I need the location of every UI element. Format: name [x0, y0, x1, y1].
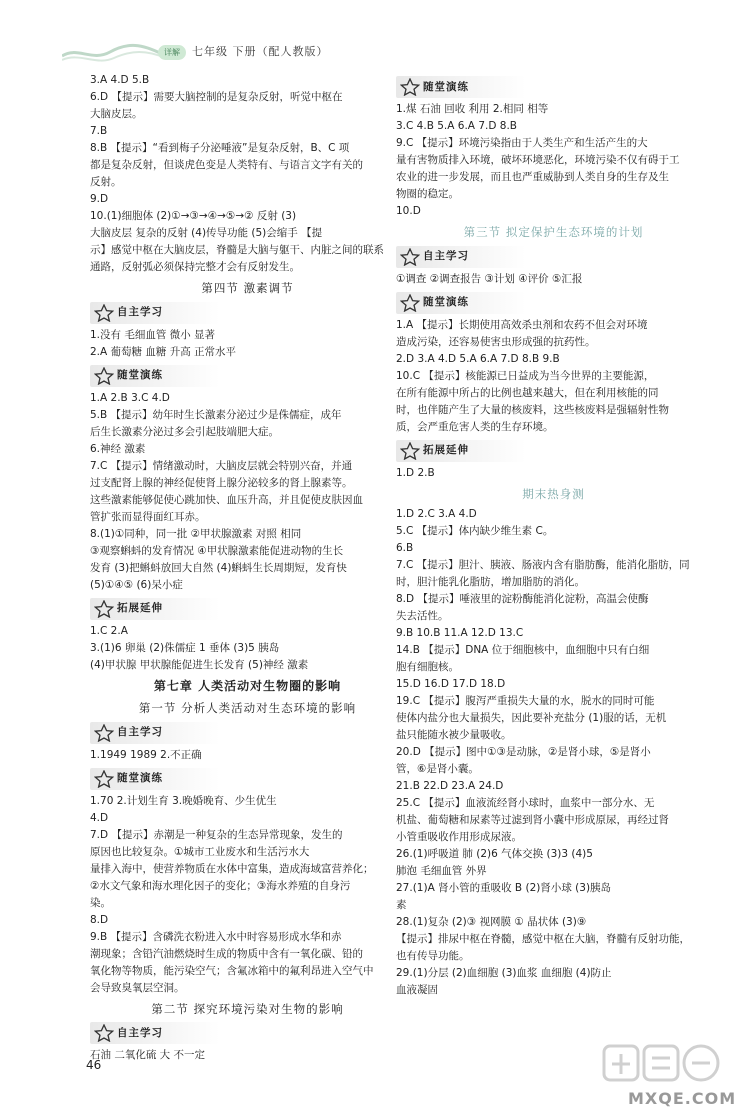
answer-line: 小管重吸收作用形成尿液。: [396, 831, 522, 844]
answer-line: 物圈的稳定。: [396, 188, 459, 200]
star-icon: [400, 442, 420, 460]
star-icon: [94, 600, 114, 618]
answer-line: 潮现象；含铅汽油燃烧时生成的物质中含有一氧化碳、铅的: [90, 947, 363, 960]
answer-line: 染。: [90, 896, 111, 909]
answer-line: ①调查 ②调查报告 ③计划 ④评价 ⑤汇报: [396, 272, 583, 285]
answer-line: 会导致臭氧层空洞。: [90, 981, 185, 994]
answer-line: 8.D 【提示】唾液里的淀粉酶能消化淀粉，高温会使酶: [396, 593, 649, 606]
answer-line: 1.70 2.计划生育 3.晚婚晚育、少生优生: [90, 794, 277, 807]
answer-line: 管扩张而显得面红耳赤。: [90, 510, 206, 523]
section-label: [396, 76, 526, 98]
answer-line: 6.神经 激素: [90, 442, 146, 455]
answer-line: (5)①④⑤ (6)呆小症: [90, 578, 183, 591]
answer-line: 过支配肾上腺的神经促使肾上腺分泌较多的肾上腺素等。: [90, 476, 353, 489]
answer-line: 3.A 4.D 5.B: [90, 74, 150, 86]
section-heading: 第四节 激素调节: [201, 281, 294, 295]
answer-line: 肺泡 毛细血管 外界: [396, 865, 487, 878]
answer-item: [90, 441, 405, 458]
section-label: [90, 1022, 220, 1044]
answer-item: [396, 368, 711, 436]
answer-line: 5.B 【提示】幼年时生长激素分泌过少是侏儒症，成年: [90, 408, 342, 421]
answer-line: 2.A 葡萄糖 血糖 升高 正常水平: [90, 345, 237, 358]
section-label: [90, 365, 220, 387]
section-heading: 第一节 分析人类活动对生态环境的影响: [138, 701, 357, 716]
section-label: [396, 292, 526, 314]
answer-line: 27.(1)A 肾小管的重吸收 B (2)肾小球 (3)胰岛: [396, 882, 612, 895]
section-label-text: 拓展延伸: [423, 444, 469, 457]
answer-line: 2.D 3.A 4.D 5.A 6.A 7.D 8.B 9.B: [396, 352, 560, 365]
answer-item: [90, 390, 405, 407]
answer-item: [396, 744, 711, 778]
answer-item: [90, 327, 405, 344]
answer-line: 3.C 4.B 5.A 6.A 7.D 8.B: [396, 120, 517, 132]
answer-item: [90, 623, 405, 640]
star-icon: [94, 724, 114, 742]
answer-line: 时，也伴随产生了大量的核废料，这些核废料是强辐射性物: [396, 403, 669, 416]
answer-line: 19.C 【提示】腹泻严重损失大量的水，脱水的同时可能: [396, 695, 655, 708]
answer-line: 使体内盐分也大量损失，因此要补充盐分 (1)服的话，无机: [396, 712, 667, 725]
answer-line: 4.D: [90, 811, 109, 824]
answer-line: 9.B 10.B 11.A 12.D 13.C: [396, 627, 524, 640]
answer-line: 1.A 【提示】长期使用高效杀虫剂和农药不但会对环境: [396, 318, 648, 331]
answer-line: 1.C 2.A: [90, 624, 128, 637]
answer-line: 时，胆汁能乳化脂肪，增加脂肪的消化。: [396, 576, 585, 589]
answer-line: 1.煤 石油 回收 利用 2.相同 相等: [396, 103, 549, 115]
left-column: [90, 72, 405, 1064]
answer-item: [396, 795, 711, 846]
star-icon: [94, 770, 114, 788]
section-label: [90, 598, 220, 620]
answer-item: [396, 506, 711, 523]
answer-line: 量排入海中，使营养物质在水体中富集，造成海域富营养化；: [90, 862, 374, 875]
answer-line: 胞有细胞核。: [396, 661, 459, 674]
answer-item: [396, 693, 711, 744]
answer-item: [396, 965, 711, 999]
answer-line: 1.A 2.B 3.C 4.D: [90, 391, 170, 404]
answer-line: 1.D 2.C 3.A 4.D: [396, 508, 477, 521]
answer-line: 大脑皮层。: [90, 108, 143, 120]
header-wave-decoration: [62, 40, 172, 66]
answer-item: [396, 271, 711, 288]
answer-item: [396, 642, 711, 676]
answer-line: 大脑皮层 复杂的反射 (4)传导功能 (5)会缩手 【提: [90, 227, 323, 239]
answer-line: 石油 二氧化硫 大 不一定: [90, 1049, 206, 1062]
answer-item: [90, 344, 405, 361]
answer-line: 15.D 16.D 17.D 18.D: [396, 678, 506, 691]
running-header: [62, 40, 702, 66]
answer-item: [396, 625, 711, 642]
section-heading: 第二节 探究环境污染对生物的影响: [151, 1001, 344, 1016]
answer-line: 9.D: [90, 193, 109, 205]
answer-line: ③观察蝌蚪的发育情况 ④甲状腺激素能促进动物的生长: [90, 544, 344, 557]
star-icon: [94, 1024, 114, 1042]
answer-line: 1.没有 毛细血管 微小 显著: [90, 328, 216, 341]
section-label: [90, 722, 220, 744]
answer-line: 9.C 【提示】环境污染指由于人类生产和生活产生的大: [396, 137, 648, 149]
star-icon: [94, 367, 114, 385]
answer-item: [90, 191, 405, 208]
answer-item: [396, 203, 711, 220]
answer-line: 14.B 【提示】DNA 位于细胞核中，血细胞中只有白细: [396, 644, 650, 657]
answer-item: [90, 140, 405, 191]
answer-line: 质，会严重危害人类的生存环境。: [396, 420, 554, 433]
section-heading: 期末热身测: [522, 486, 585, 501]
answer-line: 5.C 【提示】体内缺少维生素 C。: [396, 525, 554, 538]
answer-item: [90, 912, 405, 929]
answer-line: 农业的进一步发展，而且也严重威胁到人类自身的生存及生: [396, 171, 669, 183]
header-badge: 详解: [158, 45, 186, 60]
answer-line: 氧化物等物质，能污染空气；含氟冰箱中的氟利昂进入空气中: [90, 964, 374, 977]
section-heading: 第三节 拟定保护生态环境的计划: [463, 225, 644, 239]
section-label-text: 随堂演练: [117, 772, 163, 785]
answer-item: [90, 526, 405, 594]
answer-line: 素: [396, 899, 407, 912]
answer-line: 1.D 2.B: [396, 466, 435, 479]
answer-line: 通路，反射弧必须保持完整才会有反射发生。: [90, 261, 300, 273]
answer-item: [396, 846, 711, 880]
section-label: [396, 246, 526, 268]
answer-item: [396, 135, 711, 203]
section-label-text: 自主学习: [117, 726, 163, 739]
answer-line: 10.C 【提示】核能源已日益成为当今世界的主要能源，: [396, 369, 655, 382]
answer-item: [90, 407, 405, 441]
answer-line: 都是复杂反射，但谈虎色变是人类特有、与语言文字有关的: [90, 159, 363, 171]
answer-line: 1.1949 1989 2.不正确: [90, 748, 202, 761]
section-label-text: 随堂演练: [117, 369, 163, 382]
star-icon: [400, 78, 420, 96]
section-label: [396, 440, 526, 462]
star-icon: [400, 248, 420, 266]
answer-line: 21.B 22.D 23.A 24.D: [396, 780, 504, 793]
answer-line: 血液凝固: [396, 984, 438, 997]
answer-line: 20.D 【提示】图中①③是动脉，②是肾小球，⑤是肾小: [396, 746, 651, 759]
answer-line: 8.B 【提示】“看到梅子分泌唾液”是复杂反射，B、C 项: [90, 142, 350, 154]
answer-item: [90, 827, 405, 912]
section-label-text: 随堂演练: [423, 80, 469, 93]
answer-line: 【提示】排尿中枢在脊髓，感觉中枢在大脑，脊髓有反射功能，: [396, 933, 690, 946]
answer-item: [90, 793, 405, 810]
section-label-text: 自主学习: [117, 306, 163, 319]
answer-item: [90, 458, 405, 526]
watermark-text: MXQE.COM: [628, 1089, 737, 1108]
answer-item: [90, 1047, 405, 1064]
answer-line: 25.C 【提示】血液流经肾小球时，血浆中一部分水、无: [396, 797, 655, 810]
answer-item: [396, 540, 711, 557]
right-column: [396, 72, 711, 999]
answer-line: 6.D 【提示】需要大脑控制的是复杂反射，听觉中枢在: [90, 91, 343, 103]
section-label-text: 拓展延伸: [117, 602, 163, 615]
answer-line: 6.B: [396, 542, 414, 555]
answer-item: [90, 747, 405, 764]
answer-line: ②水文气象和海水理化因子的变化；③海水养殖的自身污: [90, 879, 351, 892]
answer-line: 反射。: [90, 176, 122, 188]
answer-item: [396, 676, 711, 693]
answer-item: [396, 880, 711, 914]
header-title: 七年级 下册（配人教版）: [192, 45, 329, 58]
answer-item: [90, 929, 405, 997]
answer-line: 量有害物质排入环境，破坏环境恶化，环境污染不仅有碍于工: [396, 154, 680, 166]
answer-line: 7.D 【提示】赤潮是一种复杂的生态异常现象，发生的: [90, 828, 343, 841]
answer-line: 盐只能随水被少量吸收。: [396, 729, 512, 742]
answer-line: 26.(1)呼吸道 肺 (2)6 气体交换 (3)3 (4)5: [396, 848, 593, 861]
answer-item: [396, 591, 711, 625]
answer-line: 这些激素能够促使心跳加快、血压升高，并且促使皮肤因血: [90, 493, 363, 506]
section-label-text: 自主学习: [117, 1026, 163, 1039]
answer-line: 也有传导功能。: [396, 950, 470, 963]
answer-line: 8.D: [90, 913, 109, 926]
section-label-text: 随堂演练: [423, 296, 469, 309]
answer-item: [396, 914, 711, 965]
answer-line: (4)甲状腺 甲状腺能促进生长发育 (5)神经 激素: [90, 658, 309, 671]
answer-line: 9.B 【提示】含磷洗衣粉进入水中时容易形成水华和赤: [90, 930, 342, 943]
answer-item: [90, 208, 405, 276]
star-icon: [94, 304, 114, 322]
answer-line: 7.B: [90, 125, 108, 137]
answer-item: [396, 118, 711, 135]
answer-line: 管，⑥是肾小囊。: [396, 763, 479, 776]
answer-line: 8.(1)①同种，同一批 ②甲状腺激素 对照 相同: [90, 527, 302, 540]
answer-item: [396, 101, 711, 118]
section-label-text: 自主学习: [423, 250, 469, 263]
chapter-heading: 第七章 人类活动对生物圈的影响: [153, 678, 342, 693]
answer-line: 28.(1)复杂 (2)③ 视网膜 ① 晶状体 (3)⑨: [396, 916, 587, 929]
section-label: [90, 302, 220, 324]
answer-line: 10.(1)细胞体 (2)①→③→④→⑤→② 反射 (3): [90, 210, 297, 222]
answer-item: [90, 640, 405, 674]
answer-item: [90, 810, 405, 827]
answer-item: [396, 557, 711, 591]
answer-line: 7.C 【提示】情绪激动时，大脑皮层就会特别兴奋，并通: [90, 459, 353, 472]
answer-line: 示】感觉中枢在大脑皮层，脊髓是大脑与躯干、内脏之间的联系: [90, 244, 384, 256]
answer-line: 10.D: [396, 205, 421, 217]
answer-line: 29.(1)分层 (2)血细胞 (3)血浆 血细胞 (4)防止: [396, 967, 612, 980]
answer-line: 失去活性。: [396, 610, 449, 623]
answer-item: [90, 89, 405, 123]
section-label: [90, 768, 220, 790]
answer-item: [90, 72, 405, 89]
answer-line: 造成污染，还容易使害虫形成强的抗药性。: [396, 335, 596, 348]
answer-item: [396, 465, 711, 482]
page-number: 46: [86, 1058, 102, 1072]
answer-item: [396, 523, 711, 540]
answer-line: 原因也比较复杂。①城市工业废水和生活污水大: [90, 845, 310, 858]
answer-line: 3.(1)6 卵巢 (2)侏儒症 1 垂体 (3)5 胰岛: [90, 641, 280, 654]
answer-line: 在所有能源中所占的比例也越来越大，但在利用核能的同: [396, 386, 659, 399]
answer-line: 发育 (3)把蝌蚪放回大自然 (4)蝌蚪生长周期短，发育快: [90, 561, 347, 574]
answer-item: [396, 778, 711, 795]
answer-item: [396, 317, 711, 351]
answer-line: 后生长激素分泌过多会引起肢端肥大症。: [90, 425, 279, 438]
answer-item: [90, 123, 405, 140]
star-icon: [400, 294, 420, 312]
answer-line: 机盐、葡萄糖和尿素等过滤到肾小囊中形成原尿，再经过肾: [396, 814, 669, 827]
answer-item: [396, 351, 711, 368]
answer-line: 7.C 【提示】胆汁、胰液、肠液内含有脂肪酶，能消化脂肪，同: [396, 559, 690, 572]
